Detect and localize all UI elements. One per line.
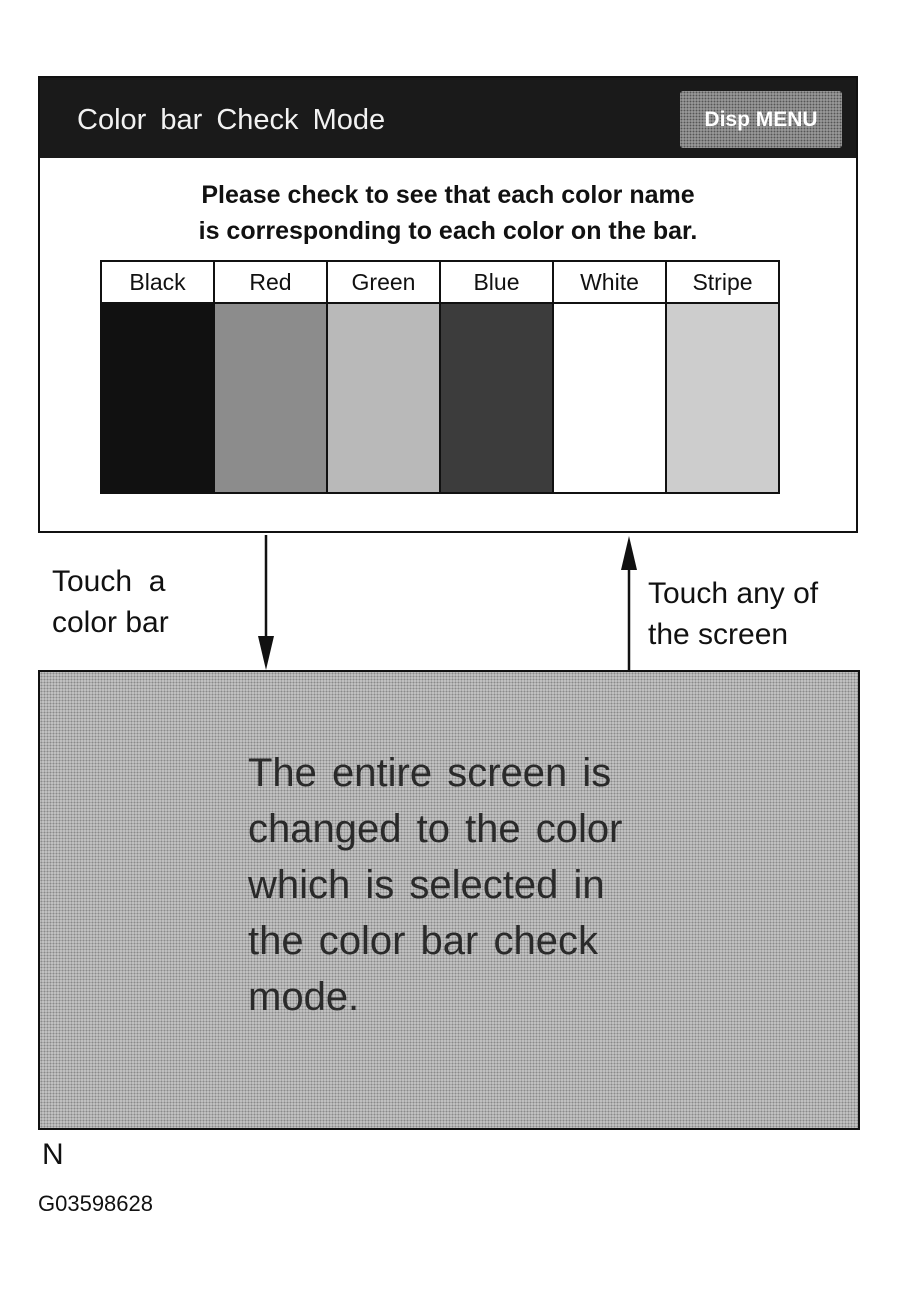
touch-screen-label (648, 573, 818, 655)
touch-screen-line-1: Touch any of (648, 577, 819, 610)
full-color-text-line-3: which is selected in (248, 863, 605, 907)
color-bar-blue[interactable] (441, 262, 554, 492)
color-bar-green[interactable] (328, 262, 441, 492)
color-bar-stripe[interactable] (667, 262, 778, 492)
color-bar-label: Blue (441, 262, 552, 304)
instruction-text (40, 177, 856, 249)
full-color-screen[interactable] (38, 670, 860, 1130)
full-color-text-line-4: the color bar check (248, 919, 598, 963)
figure-letter: N (42, 1138, 64, 1171)
color-bar-label: Black (102, 262, 213, 304)
color-swatch-blue[interactable] (441, 304, 552, 492)
touch-color-bar-label (52, 561, 169, 643)
color-swatch-red[interactable] (215, 304, 326, 492)
color-swatch-white[interactable] (554, 304, 665, 492)
instruction-line-2: is corresponding to each color on the bar. (198, 217, 698, 245)
down-arrow (258, 535, 274, 670)
touch-color-bar-line-1: Touch a (52, 565, 166, 598)
color-bar-check-screen (38, 76, 858, 533)
title-bar (40, 78, 856, 158)
color-swatch-black[interactable] (102, 304, 213, 492)
full-color-text-line-2: changed to the color (248, 807, 623, 851)
figure-code: G03598628 (38, 1191, 153, 1216)
full-color-screen-text (248, 745, 688, 1025)
color-bar-label: Green (328, 262, 439, 304)
color-swatch-stripe[interactable] (667, 304, 778, 492)
screen-title: Color bar Check Mode (77, 104, 386, 136)
color-bar-label: Red (215, 262, 326, 304)
full-color-text-line-1: The entire screen is (248, 751, 612, 795)
color-bar-black[interactable] (102, 262, 215, 492)
color-bar-label: Stripe (667, 262, 778, 304)
full-color-text-line-5: mode. (248, 975, 360, 1019)
color-bar-table (100, 260, 780, 494)
disp-menu-button[interactable]: Disp MENU (680, 91, 842, 148)
color-bar-red[interactable] (215, 262, 328, 492)
color-bar-white[interactable] (554, 262, 667, 492)
touch-color-bar-line-2: color bar (52, 606, 169, 639)
color-bar-label: White (554, 262, 665, 304)
instruction-line-1: Please check to see that each color name (201, 181, 695, 209)
color-swatch-green[interactable] (328, 304, 439, 492)
touch-screen-line-2: the screen (648, 618, 789, 651)
up-arrow (621, 536, 637, 670)
